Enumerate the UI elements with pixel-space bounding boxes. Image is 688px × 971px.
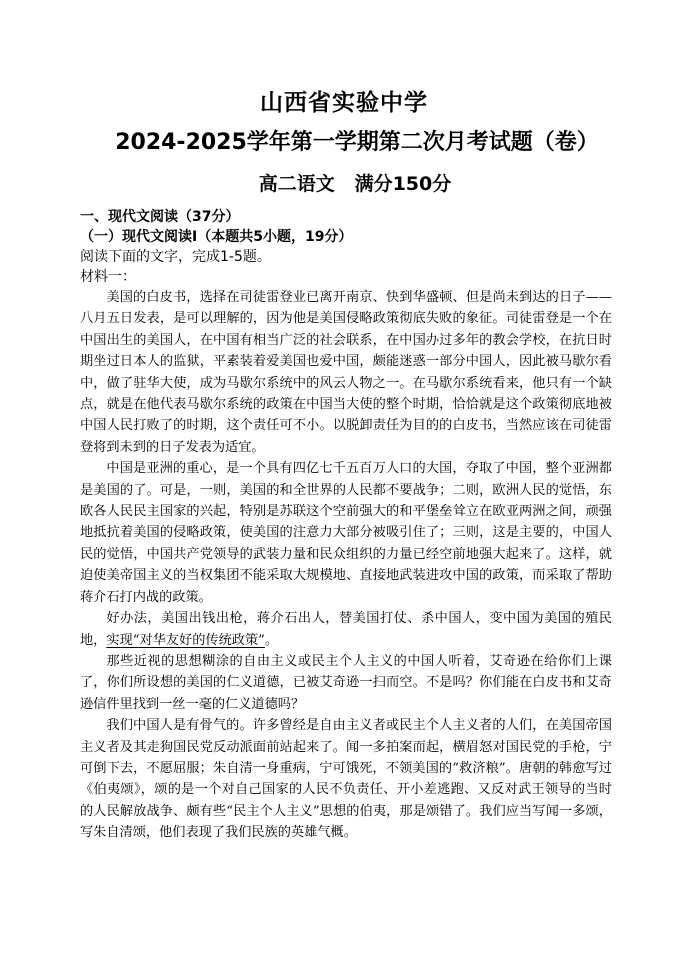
material-label: 材料一： xyxy=(80,269,136,285)
exam-title: 2024-2025学年第一学期第二次月考试题（卷） xyxy=(115,130,599,155)
section-heading: 一、现代文阅读（37分） xyxy=(80,209,240,225)
reading-passage xyxy=(80,287,612,844)
school-title: 山西省实验中学 xyxy=(260,90,428,116)
paragraph-3-lead: 好办法，美国出钱出枪，蒋介石出人，替美国打仗、杀中国人，变中国为美国的殖民地， xyxy=(80,611,612,648)
paragraph-5: 我们中国人是有骨气的。许多曾经是自由主义者或民主个人主义者的人们，在美国帝国主义者及其走狗国民党反动派面前站起来了。闻一多拍案而起，横眉怒对国民党的手枪，宁可倒下去，不愿屈服；朱自清一身重病，宁可饿死，不领美国的“救济粮”。唐朝的韩愈写过《伯夷颂》，颂的是一个对自己国家的人民不负责任、开小差逃跑、又反对武王领导的当时的人民解放战争、颇有些“民主个人主义”思想的伯夷，那是颂错了。我们应当写闻一多颂，写朱自清颂，他们表现了我们民族的英雄气概。 xyxy=(80,718,612,841)
paragraph-1: 美国的白皮书，选择在司徒雷登业已离开南京、快到华盛顿、但是尚未到达的日子——八月五日发表，是可以理解的，因为他是美国侵略政策彻底失败的象征。司徒雷登是一个在中国出生的美国人，在中国有相当广泛的社会联系，在中国办过多年的教会学校，在抗日时期坐过日本人的监狱，平素装着爱美国也爱中国，颇能迷惑一部分中国人，因此被马歇尔看中，做了驻华大使，成为马歇尔系统中的风云人物之一。在马歇尔系统看来，他只有一个缺点，就是在他代表马歇尔系统的政策在中国当大使的整个时期，恰恰就是这个政策彻底地被中国人民打败了的时期，这个责任可不小。以脱卸责任为目的的白皮书，当然应该在司徒雷登将到未到的日子发表为适宜。 xyxy=(80,290,612,455)
underlined-phrase: 实现“对华友好的传统政策” xyxy=(106,632,265,648)
subsection-heading: （一）现代文阅读Ⅰ（本题共5小题，19分） xyxy=(80,229,353,245)
reading-instruction: 阅读下面的文字，完成1-5题。 xyxy=(80,249,271,265)
paragraph-4: 那些近视的思想糊涂的自由主义或民主个人主义的中国人听着，艾奇逊在给你们上课了，你们所设想的美国的仁义道德，已被艾奇逊一扫而空。不是吗？你们能在白皮书和艾奇逊信件里找到一丝一毫的仁义道德吗？ xyxy=(80,653,612,712)
paragraph-3 xyxy=(80,608,612,651)
subject-line: 高二语文 满分150分 xyxy=(258,173,452,195)
paragraph-3-tail: 。 xyxy=(264,632,279,648)
paragraph-2: 中国是亚洲的重心，是一个具有四亿七千五百万人口的大国，夺取了中国，整个亚洲都是美国的了。可是，一则，美国的和全世界的人民都不要战争；二则，欧洲人民的觉悟，东欧各人民民主国家的兴起，特别是苏联这个空前强大的和平堡垒耸立在欧亚两洲之间，顽强地抵抗着美国的侵略政策，使美国的注意力大部分被吸引住了；三则，这是主要的，中国人民的觉悟，中国共产党领导的武装力量和民众组织的力量已经空前地强大起来了。这样，就迫使美帝国主义的当权集团不能采取大规模地、直接地武装进攻中国的政策，而采取了帮助蒋介石打内战的政策。 xyxy=(80,461,612,605)
